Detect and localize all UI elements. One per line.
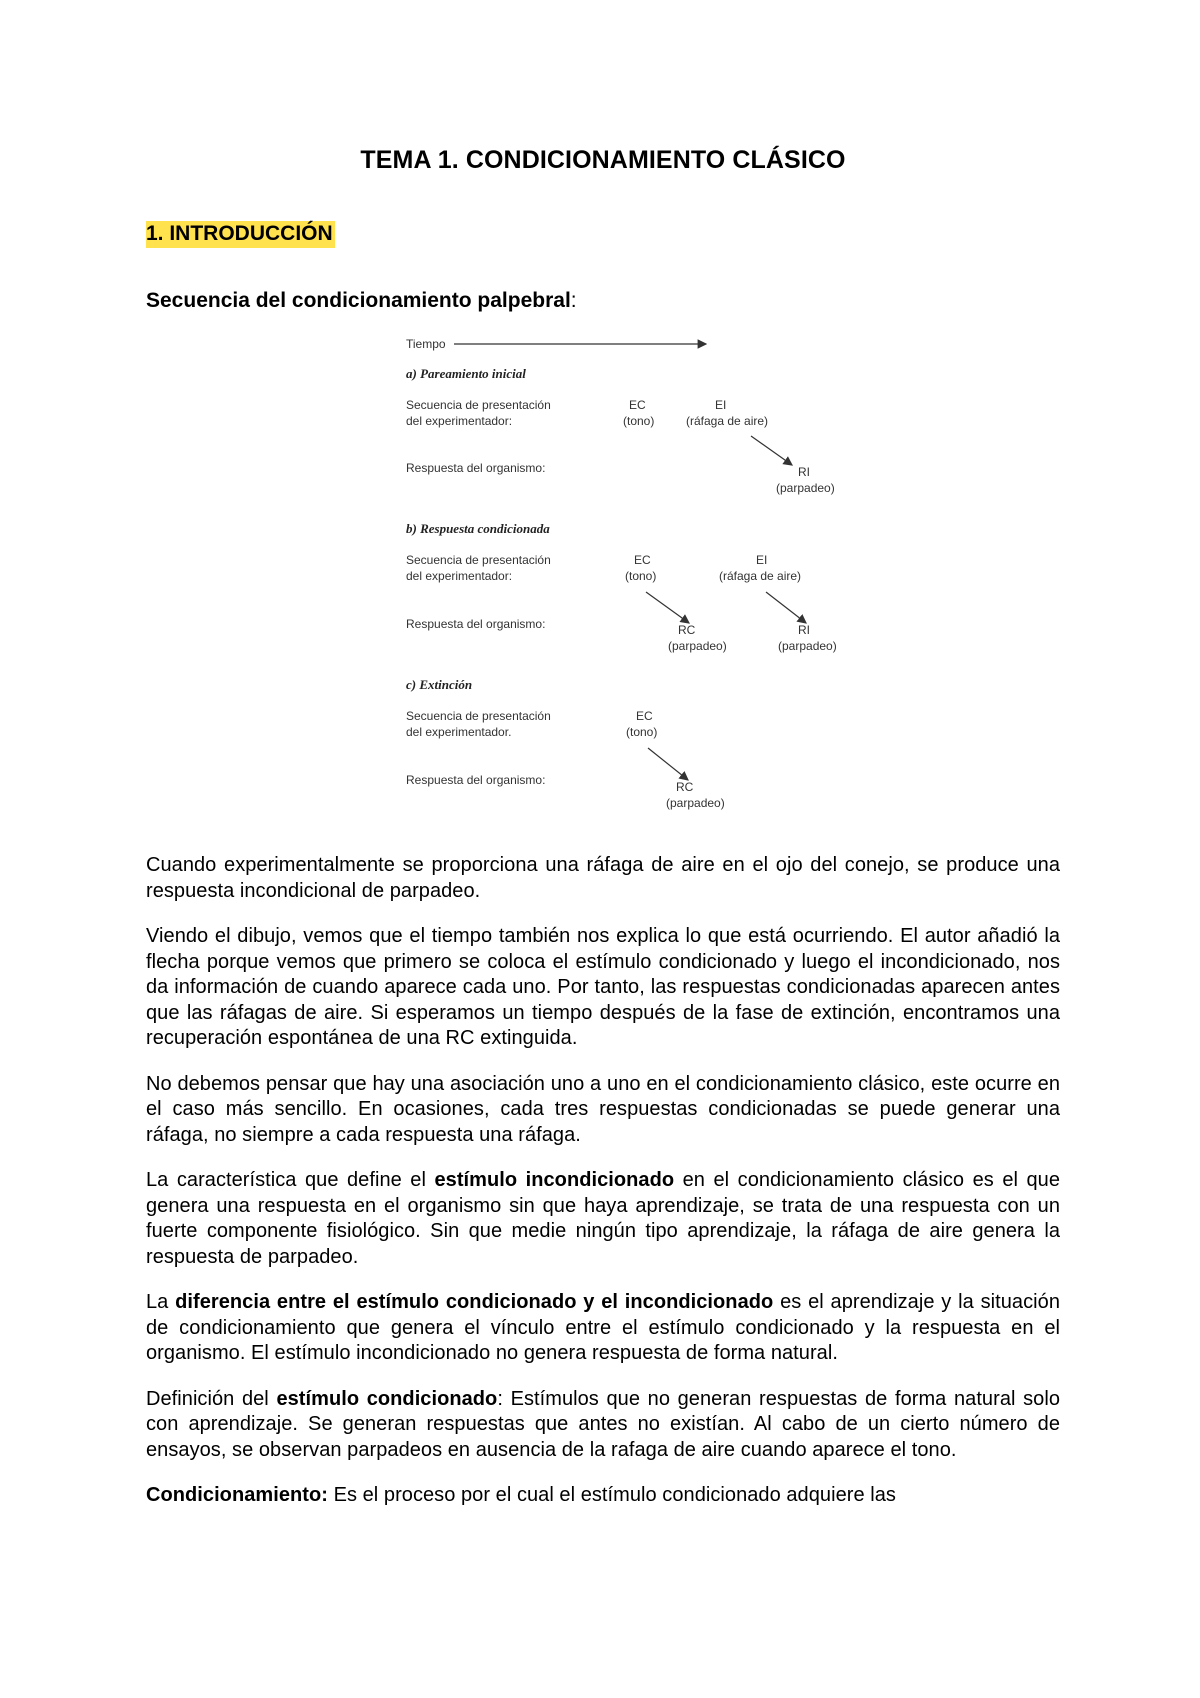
paragraph-text: Es el proceso por el cual el estímulo condicionado adquiere las [327, 1484, 896, 1506]
section-b-ei-ri-arrow [766, 592, 806, 623]
section-c-response-label: Respuesta del organismo: [406, 773, 546, 787]
paragraph-text: Viendo el dibujo, vemos que el tiempo también nos explica lo que está ocurriendo. El autor añadió la flecha porque vemos que primero se coloca el estímulo condicionado y luego el incondicionado, nos da información de cuando aparece cada uno. Por tanto, las respuestas condicionadas aparecen antes que las ráfagas de aire. Si esperamos un tiempo después de la fase de extinción, encontramos una recuperación espontánea de una RC extinguida. [146, 925, 1060, 1049]
conditioning-sequence-figure [406, 330, 1026, 830]
section-b-ri-sub: (parpadeo) [778, 639, 837, 653]
subheading-colon: : [570, 289, 577, 312]
paragraph [146, 853, 1060, 904]
section-a-response-label: Respuesta del organismo: [406, 461, 546, 475]
paragraph [146, 1387, 1060, 1464]
paragraph [146, 924, 1060, 1052]
bold-term: diferencia entre el estímulo condicionado y el incondicionado [175, 1291, 774, 1313]
section-a-sequence-label-2: del experimentador: [406, 414, 513, 428]
section-b-sequence-label-1: Secuencia de presentación [406, 553, 551, 567]
section-heading [146, 222, 335, 246]
section-b-ei-sub: (ráfaga de aire) [719, 569, 802, 583]
bold-term: estímulo incondicionado [434, 1169, 675, 1191]
section-c-sequence-label-2: del experimentador. [406, 725, 512, 739]
page-title: TEMA 1. CONDICIONAMIENTO CLÁSICO [360, 146, 846, 174]
highlighted-section-heading: 1. INTRODUCCIÓN [146, 221, 335, 248]
section-c-ec-sub: (tono) [626, 725, 658, 739]
section-b-ei: EI [756, 553, 768, 567]
paragraph [146, 1483, 1060, 1509]
section-b-ri: RI [798, 623, 810, 637]
subheading-text: Secuencia del condicionamiento palpebral [146, 289, 571, 312]
paragraph-text: No debemos pensar que hay una asociación uno a uno en el condicionamiento clásico, este ocurre en el caso más sencillo. En ocasiones, cada tres respuestas condicionadas se puede generar una ráfaga, no siempre a cada respuesta una ráfaga. [146, 1072, 1060, 1146]
paragraph-text: en el condicionamiento clásico es el que genera una respuesta en el organismo sin que haya aprendizaje, se trata de una respuesta con un fuerte componente fisiológico. Sin que medie ningún tipo aprendizaje, la ráfaga de aire genera la respuesta de parpadeo. [146, 1169, 1061, 1268]
paragraph-text: : Estímulos que no generan respuestas de forma natural solo con aprendizaje. Se generan respuestas que antes no existían. Al cabo de un cierto número de ensayos, se observan parpadeos en ausencia de la rafaga de aire cuando aparece el tono. [146, 1387, 1061, 1461]
paragraph-text: La [146, 1291, 176, 1313]
body-text [146, 853, 1060, 1529]
bold-term: estímulo condicionado [276, 1387, 498, 1410]
paragraph-text: La característica que define el [146, 1169, 435, 1191]
section-a-ei-sub: (ráfaga de aire) [686, 414, 769, 428]
section-a-ei-ri-arrow [751, 436, 792, 465]
paragraph-text: Definición del [146, 1387, 277, 1410]
section-a-title: a) Pareamiento inicial [406, 366, 526, 381]
bold-term: Condicionamiento: [146, 1484, 328, 1506]
section-c-title: c) Extinción [406, 677, 473, 692]
paragraph [146, 1290, 1060, 1367]
section-c-rc-sub: (parpadeo) [666, 796, 725, 810]
section-b-rc: RC [678, 623, 696, 637]
section-b-response-label: Respuesta del organismo: [406, 617, 546, 631]
section-b-ec-sub: (tono) [625, 569, 657, 583]
section-b-ec-rc-arrow [646, 592, 689, 623]
paragraph-text: es el aprendizaje y la situación de condicionamiento que genera el vínculo entre el estímulo condicionado y la respuesta en el organismo. El estímulo incondicionado no genera respuesta de forma natural. [146, 1291, 1060, 1364]
section-a-ec-sub: (tono) [623, 414, 655, 428]
section-b-ec: EC [634, 553, 651, 567]
section-c-ec-rc-arrow [648, 748, 688, 780]
section-b-rc-sub: (parpadeo) [668, 639, 727, 653]
figure-subheading [146, 289, 577, 313]
section-a-ei: EI [715, 398, 727, 412]
section-b-sequence-label-2: del experimentador: [406, 569, 513, 583]
paragraph [146, 1168, 1060, 1270]
section-c-rc: RC [676, 780, 694, 794]
section-a-ri-sub: (parpadeo) [776, 481, 835, 495]
figure-svg [406, 330, 1026, 830]
section-a-ec: EC [629, 398, 646, 412]
paragraph-text: Cuando experimentalmente se proporciona una ráfaga de aire en el ojo del conejo, se produce una respuesta incondicional de parpadeo. [146, 854, 1060, 902]
section-a-sequence-label-1: Secuencia de presentación [406, 398, 551, 412]
section-c-sequence-label-1: Secuencia de presentación [406, 709, 551, 723]
section-a-ri: RI [798, 465, 810, 479]
paragraph [146, 1072, 1060, 1149]
section-b-title: b) Respuesta condicionada [406, 521, 550, 536]
section-c-ec: EC [636, 709, 653, 723]
time-label: Tiempo [406, 337, 446, 351]
